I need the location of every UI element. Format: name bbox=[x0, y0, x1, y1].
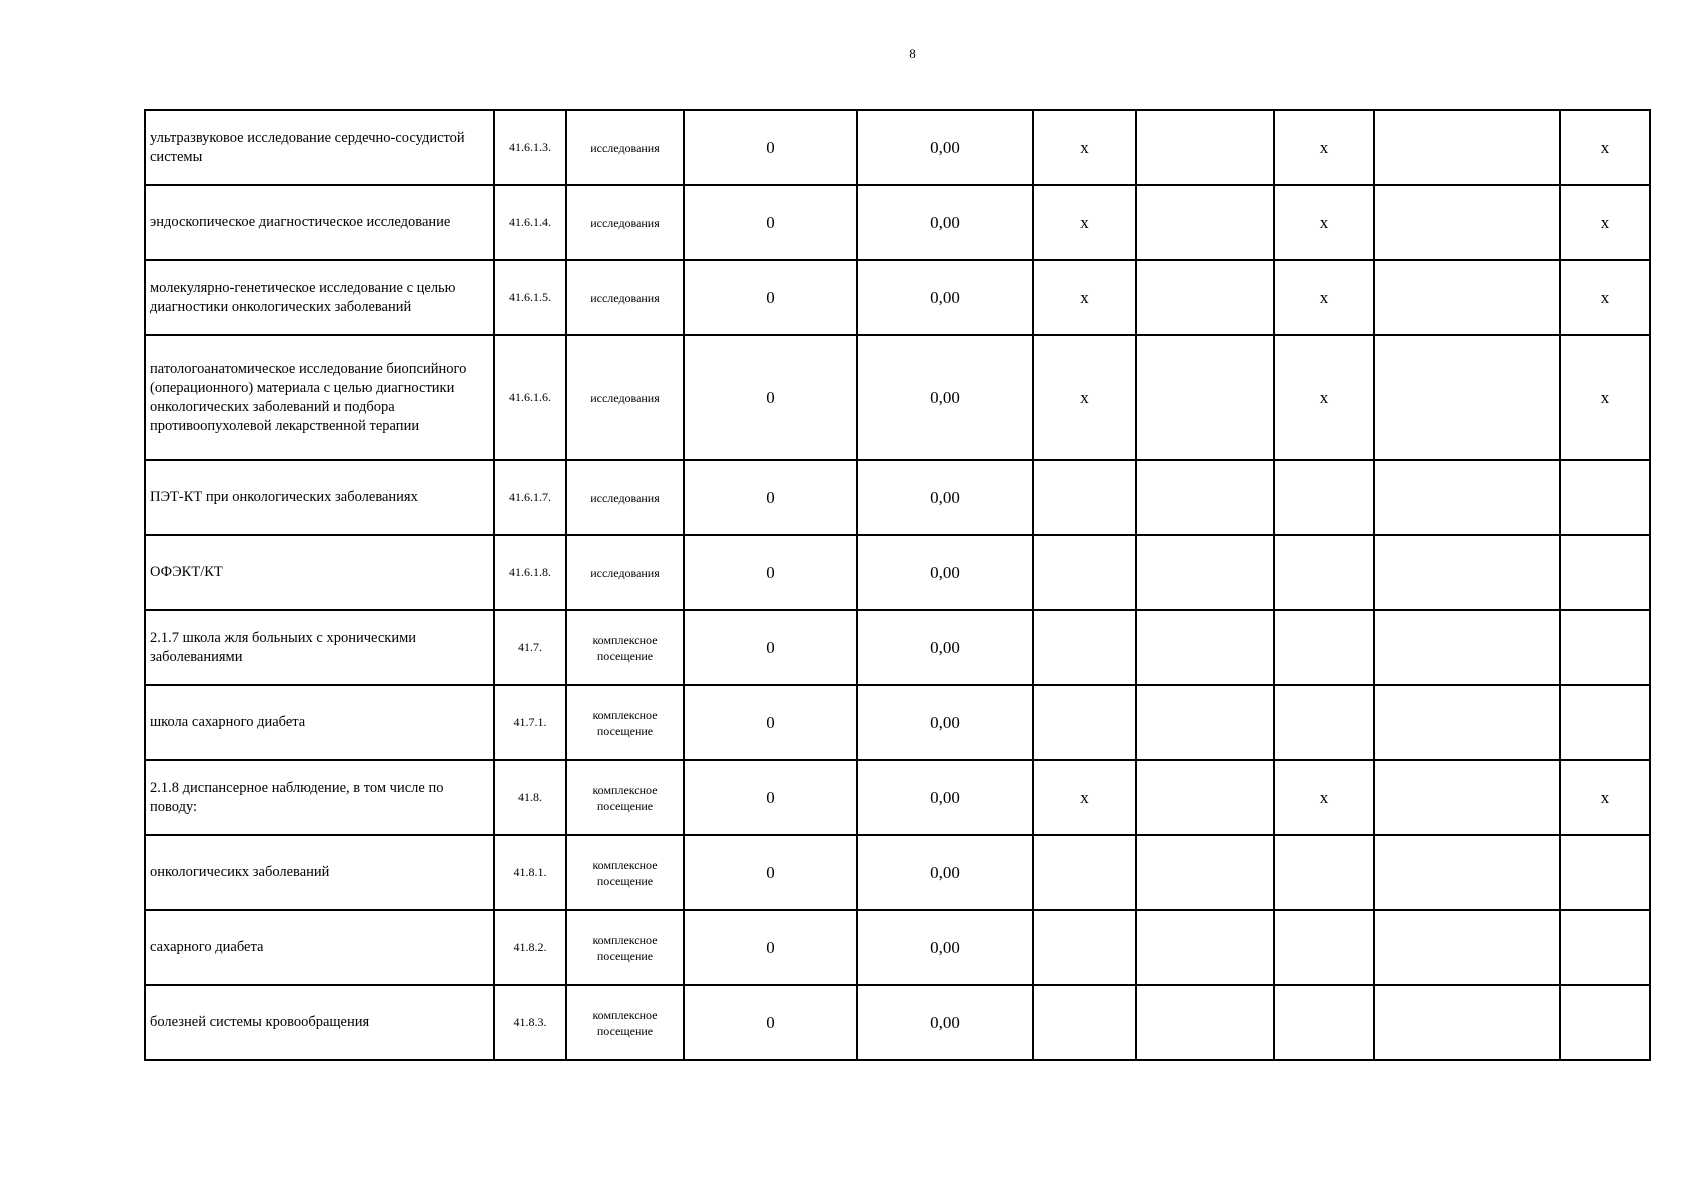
row-unit-cell: исследования bbox=[566, 460, 684, 535]
row-col9-cell bbox=[1374, 910, 1560, 985]
row-sum-cell: 0,00 bbox=[857, 335, 1033, 460]
row-col9-cell bbox=[1374, 685, 1560, 760]
row-col9-cell bbox=[1374, 110, 1560, 185]
row-sum-cell: 0,00 bbox=[857, 685, 1033, 760]
row-col7-cell bbox=[1136, 985, 1274, 1060]
row-code-cell: 41.8. bbox=[494, 760, 566, 835]
row-name-cell: патологоанатомическое исследование биопсийного (операционного) материала с целью диагностики онкологических заболеваний и подбора противоопухолевой лекарственной терапии bbox=[145, 335, 494, 460]
row-col6-cell bbox=[1033, 985, 1136, 1060]
table-row bbox=[145, 185, 1650, 260]
row-col10-cell bbox=[1560, 985, 1650, 1060]
row-code-cell: 41.8.2. bbox=[494, 910, 566, 985]
row-unit-cell: комплексное посещение bbox=[566, 985, 684, 1060]
row-col7-cell bbox=[1136, 910, 1274, 985]
row-col6-cell bbox=[1033, 460, 1136, 535]
row-unit-cell: исследования bbox=[566, 185, 684, 260]
row-name-cell: сахарного диабета bbox=[145, 910, 494, 985]
table-row bbox=[145, 985, 1650, 1060]
table-row bbox=[145, 835, 1650, 910]
row-code-cell: 41.6.1.3. bbox=[494, 110, 566, 185]
row-col9-cell bbox=[1374, 610, 1560, 685]
row-count-cell: 0 bbox=[684, 185, 857, 260]
row-col10-cell: х bbox=[1560, 760, 1650, 835]
row-col10-cell bbox=[1560, 460, 1650, 535]
row-name-cell: болезней системы кровообращения bbox=[145, 985, 494, 1060]
row-code-cell: 41.6.1.8. bbox=[494, 535, 566, 610]
row-count-cell: 0 bbox=[684, 460, 857, 535]
row-col6-cell: х bbox=[1033, 335, 1136, 460]
row-col8-cell: х bbox=[1274, 110, 1374, 185]
data-table bbox=[144, 109, 1651, 1061]
table-row bbox=[145, 110, 1650, 185]
row-col7-cell bbox=[1136, 260, 1274, 335]
row-col7-cell bbox=[1136, 835, 1274, 910]
row-col8-cell: х bbox=[1274, 335, 1374, 460]
row-col9-cell bbox=[1374, 335, 1560, 460]
row-name-cell: эндоскопическое диагностическое исследование bbox=[145, 185, 494, 260]
page-number: 8 bbox=[909, 46, 916, 61]
row-col6-cell bbox=[1033, 610, 1136, 685]
row-col9-cell bbox=[1374, 260, 1560, 335]
row-count-cell: 0 bbox=[684, 985, 857, 1060]
row-col9-cell bbox=[1374, 835, 1560, 910]
row-code-cell: 41.6.1.7. bbox=[494, 460, 566, 535]
row-col8-cell: х bbox=[1274, 760, 1374, 835]
row-col8-cell bbox=[1274, 535, 1374, 610]
row-name-cell: ОФЭКТ/КТ bbox=[145, 535, 494, 610]
row-col8-cell bbox=[1274, 460, 1374, 535]
row-name-cell: ультразвуковое исследование сердечно-сосудистой системы bbox=[145, 110, 494, 185]
row-unit-cell: комплексное посещение bbox=[566, 910, 684, 985]
row-name-cell: молекулярно-генетическое исследование с целью диагностики онкологических заболеваний bbox=[145, 260, 494, 335]
row-col7-cell bbox=[1136, 610, 1274, 685]
row-unit-cell: комплексное посещение bbox=[566, 835, 684, 910]
row-col7-cell bbox=[1136, 335, 1274, 460]
row-col9-cell bbox=[1374, 985, 1560, 1060]
row-col10-cell: х bbox=[1560, 185, 1650, 260]
row-col6-cell: х bbox=[1033, 185, 1136, 260]
table-row bbox=[145, 685, 1650, 760]
row-col6-cell: х bbox=[1033, 260, 1136, 335]
row-col8-cell: х bbox=[1274, 185, 1374, 260]
row-col7-cell bbox=[1136, 110, 1274, 185]
row-count-cell: 0 bbox=[684, 535, 857, 610]
row-name-cell: ПЭТ-КТ при онкологических заболеваниях bbox=[145, 460, 494, 535]
table-row bbox=[145, 460, 1650, 535]
row-col10-cell bbox=[1560, 685, 1650, 760]
row-sum-cell: 0,00 bbox=[857, 185, 1033, 260]
row-col6-cell bbox=[1033, 685, 1136, 760]
row-code-cell: 41.6.1.6. bbox=[494, 335, 566, 460]
row-unit-cell: исследования bbox=[566, 110, 684, 185]
row-col10-cell bbox=[1560, 835, 1650, 910]
row-col6-cell bbox=[1033, 535, 1136, 610]
row-col7-cell bbox=[1136, 760, 1274, 835]
row-unit-cell: исследования bbox=[566, 260, 684, 335]
row-count-cell: 0 bbox=[684, 910, 857, 985]
row-col10-cell: х bbox=[1560, 335, 1650, 460]
row-sum-cell: 0,00 bbox=[857, 835, 1033, 910]
row-code-cell: 41.7. bbox=[494, 610, 566, 685]
row-sum-cell: 0,00 bbox=[857, 985, 1033, 1060]
row-col10-cell bbox=[1560, 535, 1650, 610]
row-col9-cell bbox=[1374, 185, 1560, 260]
row-code-cell: 41.8.3. bbox=[494, 985, 566, 1060]
row-col7-cell bbox=[1136, 685, 1274, 760]
row-unit-cell: комплексное посещение bbox=[566, 685, 684, 760]
table-row bbox=[145, 610, 1650, 685]
row-col9-cell bbox=[1374, 760, 1560, 835]
row-col8-cell bbox=[1274, 685, 1374, 760]
row-col6-cell bbox=[1033, 835, 1136, 910]
row-count-cell: 0 bbox=[684, 260, 857, 335]
row-col10-cell: х bbox=[1560, 110, 1650, 185]
row-code-cell: 41.6.1.5. bbox=[494, 260, 566, 335]
row-code-cell: 41.7.1. bbox=[494, 685, 566, 760]
row-col6-cell: х bbox=[1033, 760, 1136, 835]
row-sum-cell: 0,00 bbox=[857, 760, 1033, 835]
row-col10-cell bbox=[1560, 610, 1650, 685]
row-col6-cell bbox=[1033, 910, 1136, 985]
row-name-cell: 2.1.8 диспансерное наблюдение, в том числе по поводу: bbox=[145, 760, 494, 835]
row-col7-cell bbox=[1136, 460, 1274, 535]
row-col8-cell bbox=[1274, 835, 1374, 910]
row-count-cell: 0 bbox=[684, 760, 857, 835]
row-col10-cell: х bbox=[1560, 260, 1650, 335]
row-count-cell: 0 bbox=[684, 110, 857, 185]
row-code-cell: 41.8.1. bbox=[494, 835, 566, 910]
table-row bbox=[145, 910, 1650, 985]
table-body bbox=[145, 110, 1650, 1060]
row-col9-cell bbox=[1374, 460, 1560, 535]
row-sum-cell: 0,00 bbox=[857, 110, 1033, 185]
row-code-cell: 41.6.1.4. bbox=[494, 185, 566, 260]
row-unit-cell: исследования bbox=[566, 535, 684, 610]
row-col9-cell bbox=[1374, 535, 1560, 610]
row-col8-cell: х bbox=[1274, 260, 1374, 335]
row-col7-cell bbox=[1136, 185, 1274, 260]
row-unit-cell: комплексное посещение bbox=[566, 760, 684, 835]
table-row bbox=[145, 260, 1650, 335]
table-row bbox=[145, 335, 1650, 460]
row-unit-cell: комплексное посещение bbox=[566, 610, 684, 685]
row-name-cell: 2.1.7 школа жля больныих с хроническими заболеваниями bbox=[145, 610, 494, 685]
row-col8-cell bbox=[1274, 610, 1374, 685]
row-col8-cell bbox=[1274, 910, 1374, 985]
row-sum-cell: 0,00 bbox=[857, 460, 1033, 535]
row-count-cell: 0 bbox=[684, 610, 857, 685]
row-col10-cell bbox=[1560, 910, 1650, 985]
row-sum-cell: 0,00 bbox=[857, 535, 1033, 610]
row-sum-cell: 0,00 bbox=[857, 610, 1033, 685]
row-col7-cell bbox=[1136, 535, 1274, 610]
table-row bbox=[145, 535, 1650, 610]
row-name-cell: онкологичесикх заболеваний bbox=[145, 835, 494, 910]
row-count-cell: 0 bbox=[684, 335, 857, 460]
row-name-cell: школа сахарного диабета bbox=[145, 685, 494, 760]
row-sum-cell: 0,00 bbox=[857, 910, 1033, 985]
row-count-cell: 0 bbox=[684, 685, 857, 760]
row-unit-cell: исследования bbox=[566, 335, 684, 460]
row-sum-cell: 0,00 bbox=[857, 260, 1033, 335]
row-count-cell: 0 bbox=[684, 835, 857, 910]
table-row bbox=[145, 760, 1650, 835]
row-col8-cell bbox=[1274, 985, 1374, 1060]
row-col6-cell: х bbox=[1033, 110, 1136, 185]
